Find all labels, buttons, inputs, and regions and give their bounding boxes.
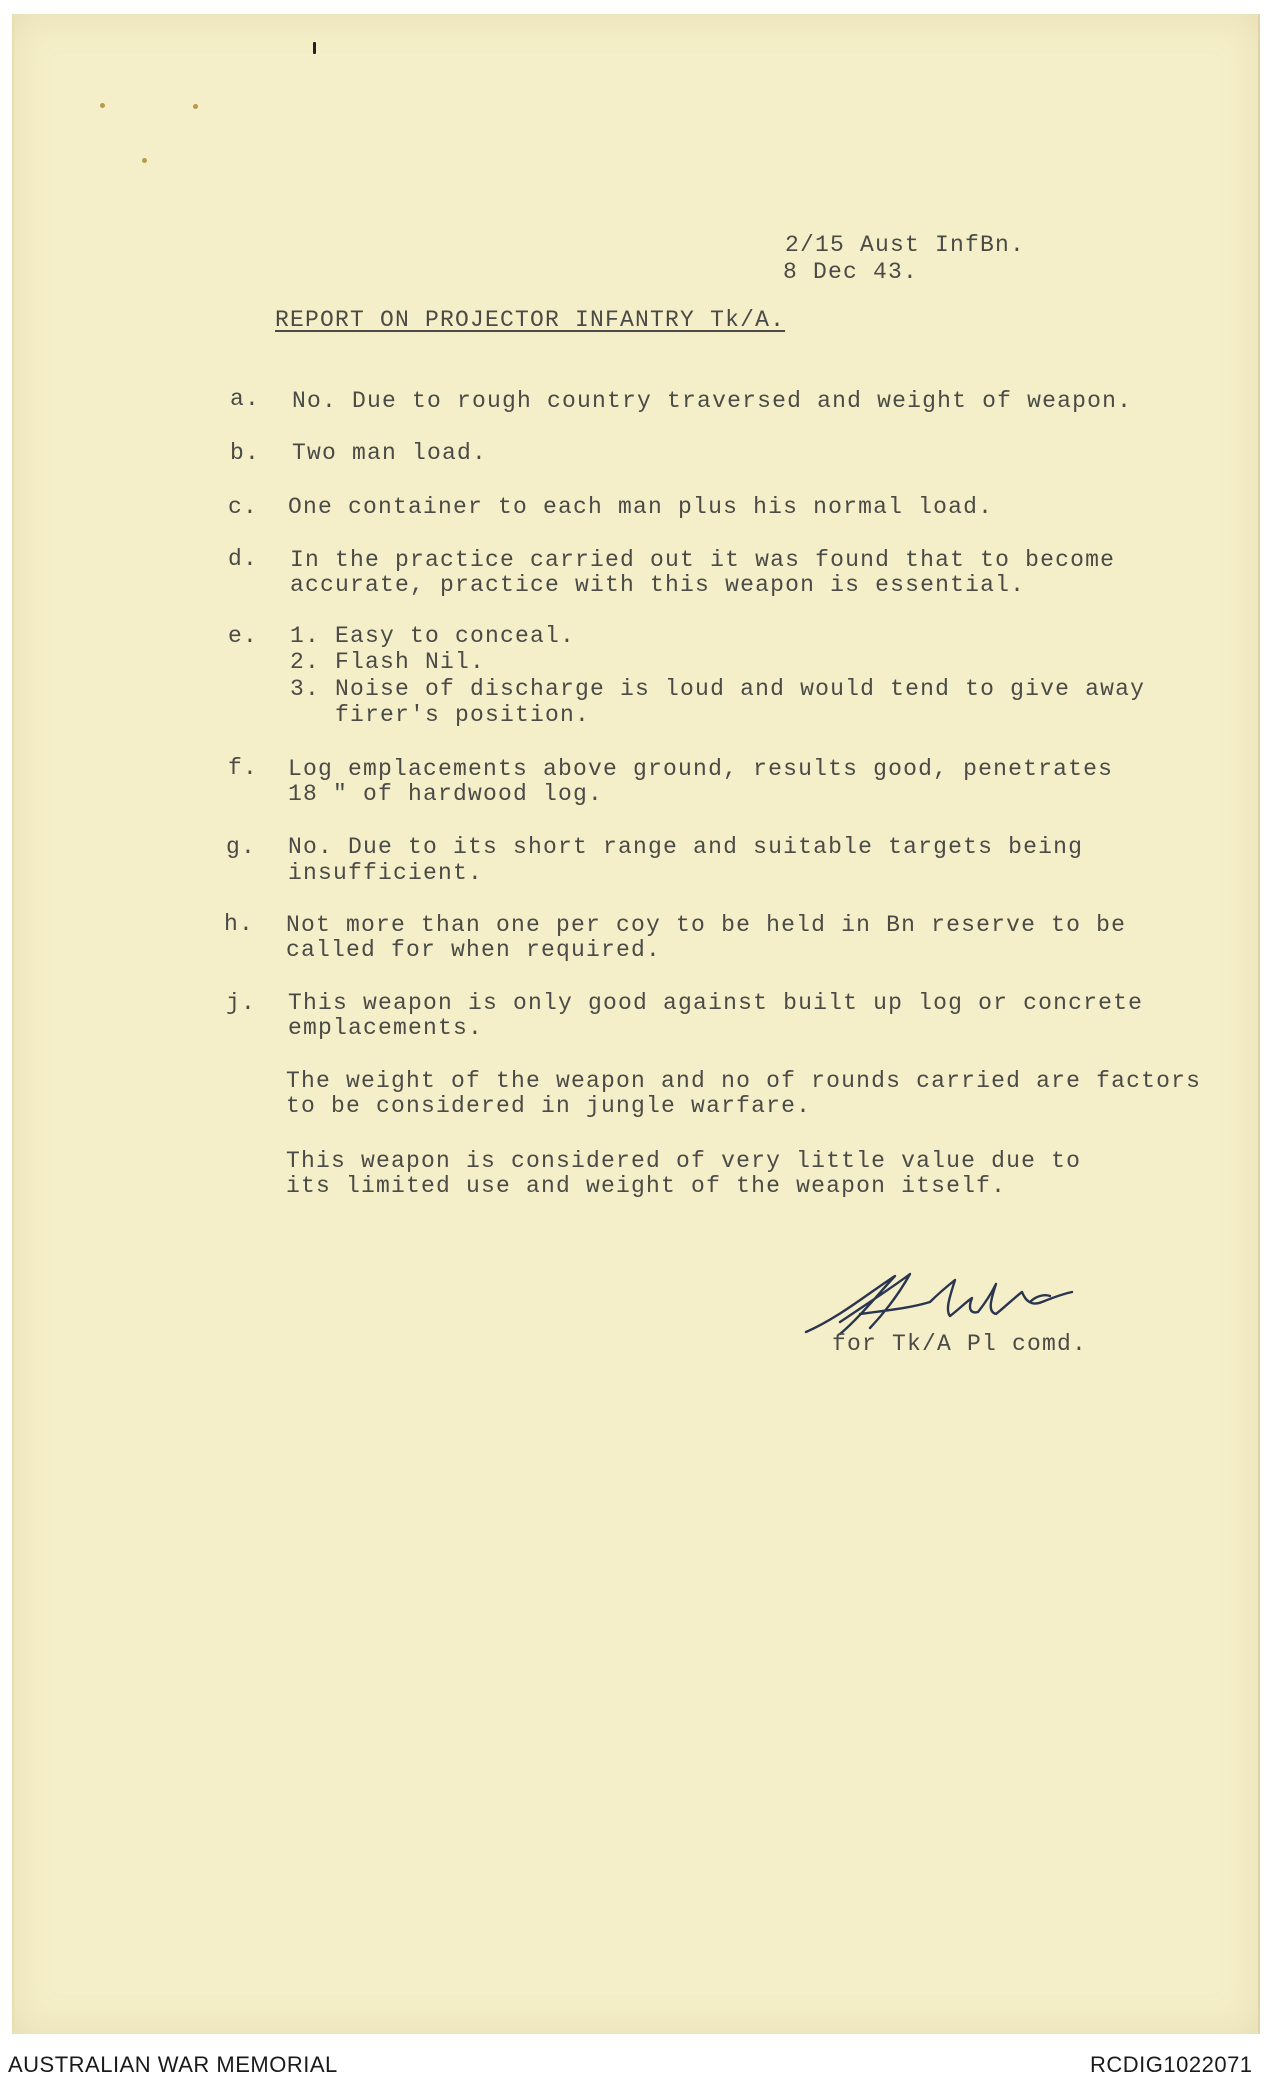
footer-record-id: RCDIG1022071: [1090, 2052, 1253, 2077]
paragraph-1-line-1: The weight of the weapon and no of rounds carried are factors: [286, 1068, 1202, 1094]
item-marker-c: c.: [228, 494, 259, 520]
item-marker-d: d.: [228, 546, 259, 572]
unit-line: 2/15 Aust InfBn.: [785, 232, 1026, 258]
item-marker-h: h.: [224, 911, 255, 937]
item-g-line-2: insufficient.: [288, 860, 484, 886]
item-marker-e: e.: [228, 623, 259, 649]
date-line: 8 Dec 43.: [783, 259, 919, 285]
item-h-line-2: called for when required.: [286, 937, 662, 963]
item-marker-b: b.: [230, 440, 261, 466]
footer-archive-name: AUSTRALIAN WAR MEMORIAL: [8, 2052, 338, 2077]
item-e-line-1: 1. Easy to conceal.: [290, 623, 576, 649]
item-marker-g: g.: [226, 834, 257, 860]
paragraph-1-line-2: to be considered in jungle warfare.: [286, 1093, 812, 1119]
signature-caption: for Tk/A Pl comd.: [832, 1331, 1088, 1357]
item-marker-j: j.: [226, 990, 257, 1016]
item-a-line-1: No. Due to rough country traversed and weight of weapon.: [292, 388, 1133, 414]
ink-mark: [313, 42, 316, 54]
paper-speck: [100, 103, 105, 108]
item-d-line-2: accurate, practice with this weapon is essential.: [290, 572, 1026, 598]
item-b-line-1: Two man load.: [292, 440, 488, 466]
item-marker-a: a.: [230, 386, 261, 412]
item-g-line-1: No. Due to its short range and suitable targets being: [288, 834, 1084, 860]
item-f-line-2: 18 " of hardwood log.: [288, 781, 604, 807]
item-e-line-2: 2. Flash Nil.: [290, 649, 486, 675]
item-j-line-2: emplacements.: [288, 1015, 484, 1041]
item-f-line-1: Log emplacements above ground, results good, penetrates: [288, 756, 1114, 782]
item-e-line-4: firer's position.: [290, 702, 591, 728]
item-j-line-1: This weapon is only good against built up log or concrete: [288, 990, 1144, 1016]
paper-speck: [193, 104, 198, 109]
item-h-line-1: Not more than one per coy to be held in Bn reserve to be: [286, 912, 1127, 938]
paper-speck: [142, 158, 147, 163]
paragraph-2-line-1: This weapon is considered of very little value due to: [286, 1148, 1082, 1174]
paragraph-2-line-2: its limited use and weight of the weapon itself.: [286, 1173, 1007, 1199]
item-marker-f: f.: [228, 755, 259, 781]
report-title: REPORT ON PROJECTOR INFANTRY Tk/A.: [275, 307, 786, 333]
item-e-line-3: 3. Noise of discharge is loud and would tend to give away: [290, 676, 1146, 702]
item-c-line-1: One container to each man plus his normal load.: [288, 494, 994, 520]
item-d-line-1: In the practice carried out it was found that to become: [290, 547, 1116, 573]
